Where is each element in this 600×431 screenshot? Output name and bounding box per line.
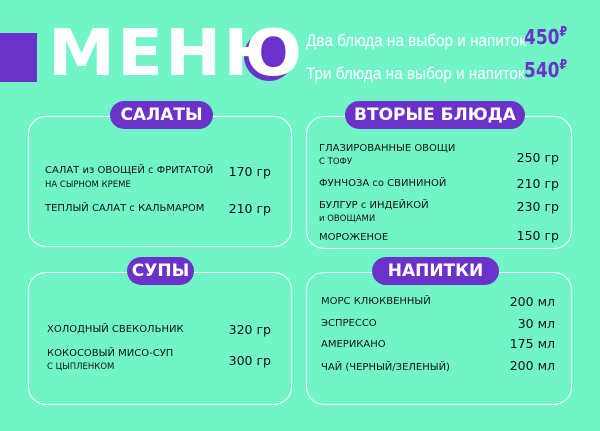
menu-item-name: МОРС КЛЮКВЕННЫЙ	[321, 296, 431, 307]
offer-price: 540₽	[524, 58, 568, 82]
menu-item-subtitle: С ТОФУ	[319, 157, 353, 167]
menu-item-amount: 230 гр	[516, 199, 559, 214]
soups-panel	[28, 272, 292, 405]
menu-item-amount: 30 мл	[517, 316, 555, 331]
menu-item-amount: 150 гр	[516, 228, 559, 243]
section-title-soups: СУПЫ	[127, 257, 194, 285]
menu-item-subtitle: С ЦЫПЛЕНКОМ	[47, 362, 115, 372]
offer-text: Три блюда на выбор и напиток	[306, 64, 525, 83]
menu-title: МЕНЮ	[48, 17, 305, 91]
menu-item-name: ЧАЙ (ЧЕРНЫЙ/ЗЕЛЕНЫЙ)	[321, 362, 450, 373]
decorative-purple-block	[0, 33, 37, 82]
section-title-salads: САЛАТЫ	[110, 101, 213, 129]
menu-item-name: КОКОСОВЫЙ МИСО-СУП	[47, 348, 174, 359]
menu-item-amount: 175 мл	[509, 336, 555, 351]
menu-item-amount: 210 гр	[228, 201, 271, 216]
menu-item-name: САЛАТ из ОВОЩЕЙ с ФРИТАТОЙ	[45, 165, 214, 176]
menu-item-amount: 200 мл	[509, 294, 555, 309]
menu-item-amount: 170 гр	[228, 164, 271, 179]
menu-item-name: МОРОЖЕНОЕ	[319, 232, 389, 243]
section-title-drinks: НАПИТКИ	[372, 257, 499, 285]
menu-item-name: ТЕПЛЫЙ САЛАТ с КАЛЬМАРОМ	[45, 203, 205, 214]
menu-item-name: ФУНЧОЗА со СВИНИНОЙ	[319, 178, 447, 189]
menu-item-name: ХОЛОДНЫЙ СВЕКОЛЬНИК	[47, 324, 184, 335]
section-title-mains: ВТОРЫЕ БЛЮДА	[345, 101, 525, 129]
menu-item-name: ЭСПРЕССО	[321, 318, 377, 329]
menu-item-amount: 200 мл	[509, 358, 555, 373]
menu-item-subtitle: НА СЫРНОМ КРЕМЕ	[45, 180, 131, 190]
menu-item-amount: 320 гр	[228, 322, 271, 337]
menu-item-amount: 300 гр	[228, 353, 271, 368]
offer-price: 450₽	[524, 25, 568, 49]
menu-item-name: ГЛАЗИРОВАННЫЕ ОВОЩИ	[319, 143, 456, 154]
menu-item-amount: 250 гр	[516, 150, 559, 165]
menu-item-name: БУЛГУР с ИНДЕЙКОЙ	[319, 200, 429, 211]
menu-item-amount: 210 гр	[516, 176, 559, 191]
menu-item-name: АМЕРИКАНО	[321, 339, 386, 350]
offer-text: Два блюда на выбор и напиток	[306, 31, 526, 50]
menu-item-subtitle: и ОВОЩАМИ	[319, 214, 376, 224]
